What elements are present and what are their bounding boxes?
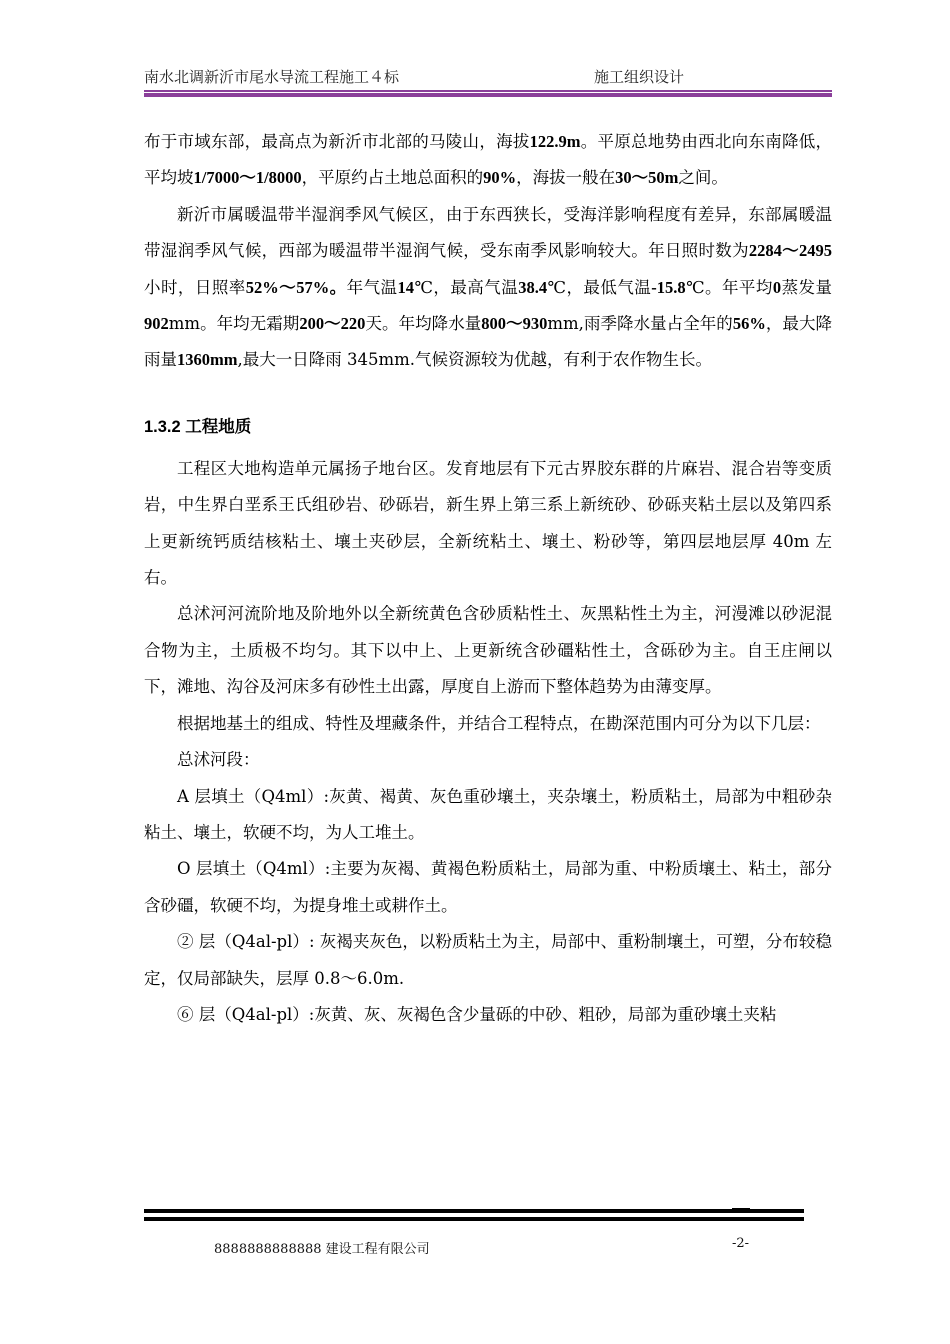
header-project-title: 南水北调新沂市尾水导流工程施工４标 — [144, 68, 400, 86]
page-header — [144, 66, 832, 90]
paragraph-layer-a: A 层填土（Q4ml）:灰黄、褐黄、灰色重砂壤土，夹杂壤土，粉质粘土，局部为中粗砂杂粘土、壤土，软硬不均，为人工堆土。 — [144, 786, 832, 842]
page-number: -2- — [732, 1236, 750, 1251]
document-body — [144, 124, 832, 1033]
paragraph-river-terrace: 总沭河河流阶地及阶地外以全新统黄色含砂质粘性土、灰黑粘性土为主，河漫滩以砂泥混合物为主，土质极不均匀。其下以中上、上更新统含砂礓粘性土，含砾砂为主。自王庄闸以下，滩地、沟谷及河床多有砂性土出露，厚度自上游而下整体趋势为由薄变厚。 — [144, 604, 832, 697]
footer-divider-second — [144, 1217, 804, 1221]
paragraph-layer-intro: 根据地基土的组成、特性及埋藏条件，并结合工程特点，在勘深范围内可分为以下几层： — [177, 713, 821, 733]
section-heading: 1.3.2 工程地质 — [144, 417, 252, 436]
footer-company: 8888888888888 建设工程有限公司 — [214, 1242, 430, 1257]
paragraph-terrain: 布于市域东部，最高点为新沂市北部的马陵山，海拔122.9m。平原总地势由西北向东南降低，平均坡1/7000～1/8000，平原约占土地总面积的90%，海拔一般在30～50m之间。 — [144, 132, 833, 188]
footer-divider — [144, 1209, 804, 1213]
paragraph-layer-o: O 层填土（Q4ml）:主要为灰褐、黄褐色粉质粘土，局部为重、中粉质壤土、粘土，部分含砂礓，软硬不均，为提身堆土或耕作土。 — [144, 859, 832, 915]
header-divider-thick — [144, 93, 832, 97]
header-doc-type: 施工组织设计 — [594, 68, 685, 86]
paragraph-climate: 新沂市属暖温带半湿润季风气候区，由于东西狭长，受海洋影响程度有差异，东部属暖温带湿润季风气候，西部为暖温带半湿润气候，受东南季风影响较大。年日照时数为2284～2495小时，日照率52%～57%。年气温14℃，最高气温38.4℃，最低气温-15.8℃。年平均0蒸发量902mm。年均无霜期200～220天。年均降水量800～930mm,雨季降水量占全年的56%，最大降雨量1360mm,最大一日降雨 345mm.气候资源较为优越，有利于农作物生长。 — [144, 204, 833, 370]
paragraph-layer-6: ⑥ 层（Q4al-pl）:灰黄、灰、灰褐色含少量砾的中砂、粗砂，局部为重砂壤土夹粘 — [177, 1004, 777, 1024]
paragraph-layer-2: ② 层（Q4al-pl）: 灰褐夹灰色，以粉质粘土为主，局部中、重粉制壤土，可塑，分布较稳定，仅局部缺失，层厚 0.8～6.0m. — [144, 932, 832, 988]
paragraph-section-label: 总沭河段： — [177, 750, 260, 770]
header-divider — [144, 90, 832, 92]
paragraph-geology: 工程区大地构造单元属扬子地台区。发育地层有下元古界胶东群的片麻岩、混合岩等变质岩，中生界白垩系王氏组砂岩、砂砾岩，新生界上第三系上新统砂、砂砾夹粘土层以及第四系上更新统钙质结核粘土、壤土夹砂层，全新统粘土、壤土、粉砂等，第四层地层厚 40m 左右。 — [144, 458, 832, 588]
